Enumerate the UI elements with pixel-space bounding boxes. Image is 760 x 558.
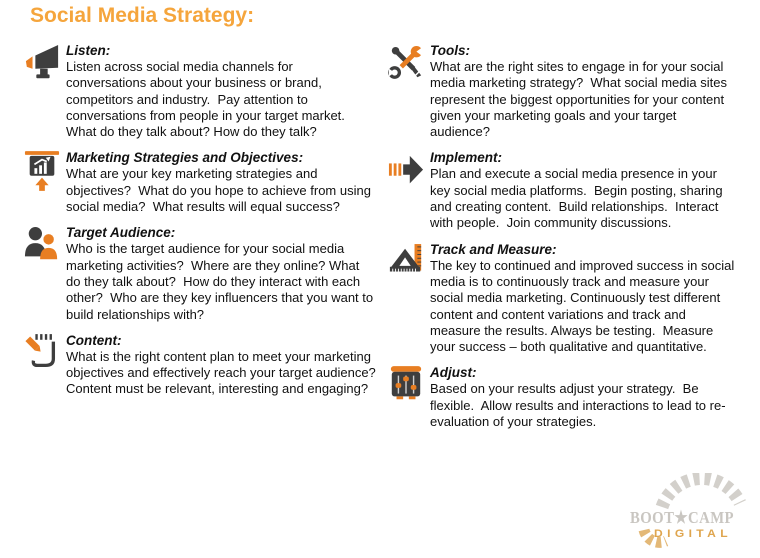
item-text <box>430 364 740 430</box>
item-heading: Implement: <box>430 150 503 166</box>
adjust-sliders-icon <box>388 364 426 408</box>
item-target-audience <box>24 224 376 322</box>
set-square-ruler-icon <box>388 241 426 285</box>
item-text <box>430 42 740 140</box>
tools-icon <box>388 42 426 86</box>
item-heading: Adjust: <box>430 365 477 381</box>
item-tools <box>388 42 740 140</box>
implement-arrow-icon <box>388 149 426 193</box>
bootcamp-digital-logo <box>628 473 758 556</box>
item-text <box>66 224 376 322</box>
item-content <box>24 332 384 398</box>
item-body: Who is the target audience for your social media marketing activities? Where are they online? What do they talk about? How do they interact with each other? Who are they key influencers that you want to build relationships with? <box>66 241 377 322</box>
item-listen <box>24 42 376 140</box>
item-body: What are your key marketing strategies and objectives? What do you hope to achieve from using social media? What results will equal success? <box>66 166 375 215</box>
item-implement <box>388 149 740 231</box>
logo-text: BOOT★CAMP <box>630 508 734 527</box>
item-body: What is the right content plan to meet your marketing objectives and effectively reach your target audience? Content must be relevant, interesting and engaging? <box>66 348 384 397</box>
item-heading: Target Audience: <box>66 225 176 241</box>
item-text <box>430 241 740 356</box>
item-heading: Tools: <box>430 43 470 58</box>
item-marketing-strategies <box>24 149 376 215</box>
item-text <box>430 149 740 231</box>
bootprint-toe-treads <box>662 478 740 507</box>
item-track-measure <box>388 241 740 356</box>
notepad-pencil-icon <box>24 332 62 376</box>
item-body: The key to continued and improved success in social media is to continuously track and measure your social media marketing. Continuously test different content and content variations and track and measure the results. Always be testing. Measure your success – both qualitative and quantitative. <box>430 257 738 355</box>
item-adjust <box>388 364 740 430</box>
item-heading: Listen: <box>66 43 111 58</box>
item-body: What are the right sites to engage in for your social media marketing strategy? What social media sites represent the biggest opportunities for your content given your marketing goals and your target audience? <box>430 59 731 140</box>
item-heading: Content: <box>66 332 122 348</box>
presentation-chart-icon <box>24 149 62 193</box>
item-heading: Marketing Strategies and Objectives: <box>66 150 304 166</box>
audience-users-icon <box>24 224 62 268</box>
item-text <box>66 149 376 215</box>
left-column <box>24 42 384 407</box>
page-title: Social Media Strategy: <box>30 4 255 27</box>
item-body: Listen across social media channels for conversations about your business or brand, competitors and industry. Pay attention to conversations from people in your target market. What do they talk about? How do they talk? <box>66 59 349 140</box>
item-text <box>66 332 384 398</box>
item-body: Based on your results adjust your strategy. Be flexible. Allow results and interactions to lead to re-evaluation of your strategies. <box>430 381 726 430</box>
logo-subtext: DIGITAL <box>654 528 732 540</box>
right-column <box>388 42 740 439</box>
item-text <box>66 42 376 140</box>
item-heading: Track and Measure: <box>430 241 557 257</box>
item-body: Plan and execute a social media presence in your key social media platforms. Begin posting, sharing and creating content. Build relationships. Interact with people. Join community discussions. <box>430 166 727 231</box>
megaphone-icon <box>24 42 62 86</box>
